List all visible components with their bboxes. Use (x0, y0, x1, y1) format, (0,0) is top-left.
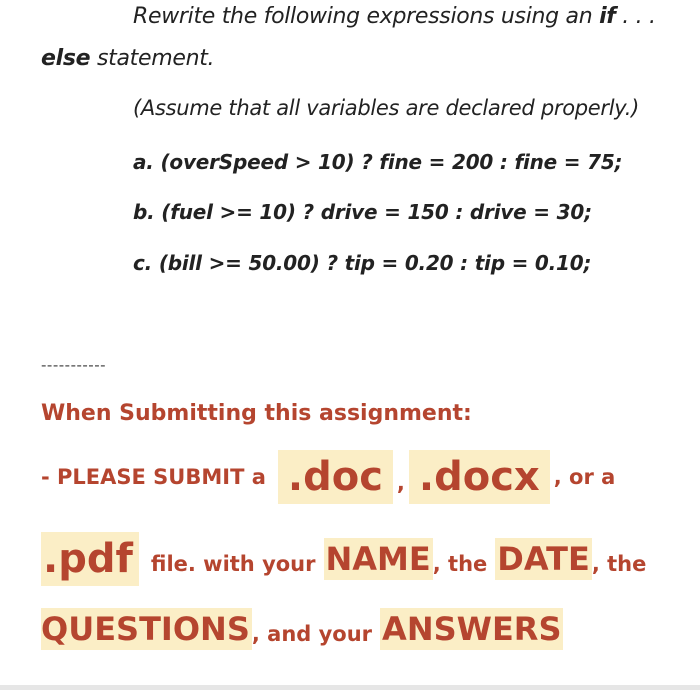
pdf-extension: .pdf (41, 532, 139, 586)
question-text-cont: statement. (90, 46, 215, 71)
docx-extension: .docx (409, 450, 550, 504)
question-text: Rewrite the following expressions using an (133, 4, 600, 29)
bottom-border (0, 685, 700, 690)
doc-extension: .doc (278, 450, 393, 504)
submit-line-3 (41, 608, 563, 650)
divider: ----------- (41, 356, 107, 374)
assume-note: (Assume that all variables are declared properly.) (133, 96, 640, 120)
question-line-2 (41, 46, 214, 71)
or-a-text: , or a (553, 465, 616, 489)
and-your-text: , and your (251, 622, 373, 646)
file-with-your-text: file. with your (150, 552, 316, 576)
answers-requirement: ANSWERS (382, 610, 562, 648)
name-requirement: NAME (325, 540, 431, 578)
the-text-2: , the (591, 552, 647, 576)
else-keyword: else (41, 46, 91, 71)
the-text-1: , the (432, 552, 488, 576)
question-line-1 (133, 4, 656, 29)
item-c: c. (bill >= 50.00) ? tip = 0.20 : tip = 0.10; (133, 251, 592, 275)
comma-separator: , (396, 471, 405, 495)
question-ellipsis: . . . (615, 4, 656, 29)
date-requirement: DATE (497, 540, 590, 578)
submit-line-1 (41, 450, 615, 504)
submission-heading: When Submitting this assignment: (41, 401, 472, 426)
if-keyword: if (599, 4, 616, 29)
item-b: b. (fuel >= 10) ? drive = 150 : drive = 30; (133, 200, 592, 224)
item-a: a. (overSpeed > 10) ? fine = 200 : fine = 75; (133, 150, 623, 174)
questions-requirement: QUESTIONS (41, 610, 250, 648)
submit-line-2 (41, 532, 646, 586)
submit-prefix: - PLEASE SUBMIT a (41, 465, 266, 489)
